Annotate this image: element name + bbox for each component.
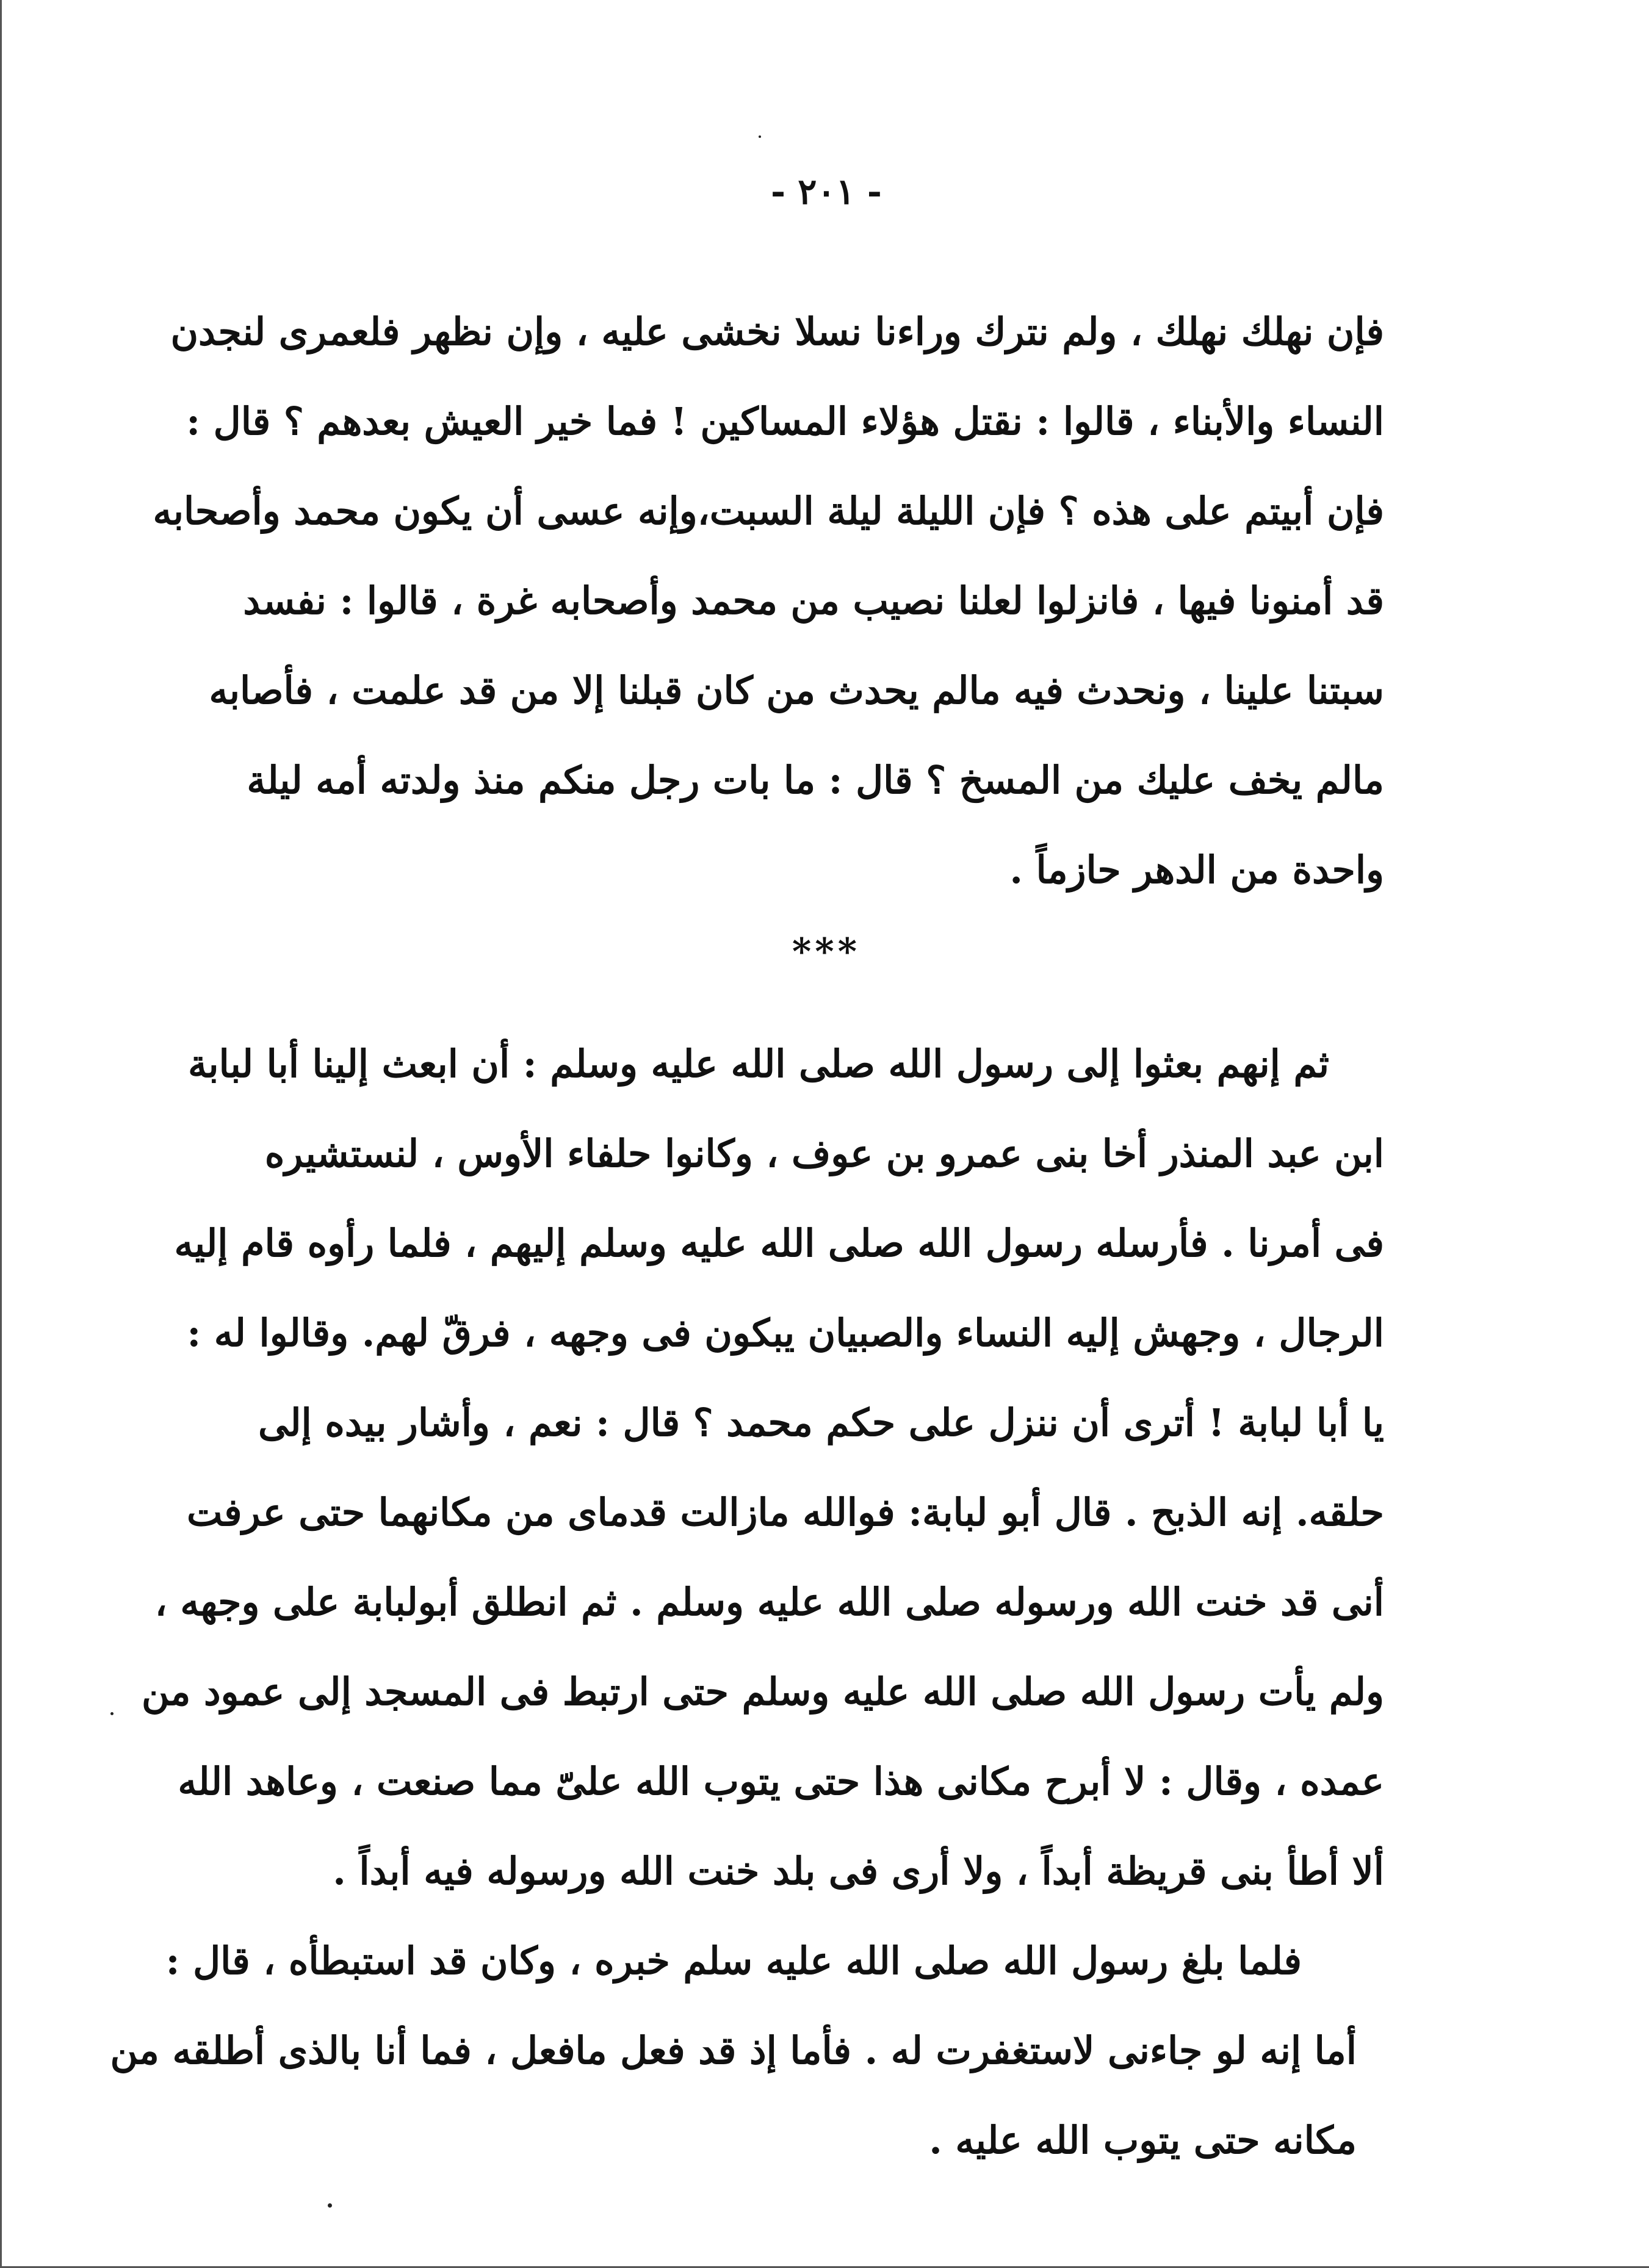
scan-speck: [759, 135, 761, 138]
scan-speck: [110, 1712, 114, 1715]
text-line: سبتنا علينا ، ونحدث فيه مالم يحدث من كان قبلنا إلا من قد علمت ، فأصابه: [209, 668, 1384, 713]
text-line: النساء والأبناء ، قالوا : نقتل هؤلاء المساكين ! فما خير العيش بعدهم ؟ قال :: [186, 399, 1384, 444]
text-line: حلقه. إنه الذبح . قال أبو لبابة: فوالله مازالت قدماى من مكانهما حتى عرفت: [187, 1490, 1384, 1535]
text-line: فإن نهلك نهلك ، ولم نترك وراءنا نسلا نخشى عليه ، وإن نظهر فلعمرى لنجدن: [170, 309, 1384, 354]
text-line: ابن عبد المنذر أخا بنى عمرو بن عوف ، وكانوا حلفاء الأوس ، لنستشيره: [264, 1131, 1384, 1176]
text-line: فإن أبيتم على هذه ؟ فإن الليلة ليلة السبت،وإنه عسى أن يكون محمد وأصحابه: [153, 489, 1384, 533]
text-line: يا أبا لبابة ! أترى أن ننزل على حكم محمد ؟ قال : نعم ، وأشار بيده إلى: [258, 1400, 1384, 1445]
text-line: عمده ، وقال : لا أبرح مكانى هذا حتى يتوب الله علىّ مما صنعت ، وعاهد الله: [178, 1759, 1384, 1804]
text-line: واحدة من الدهر حازماً .: [1009, 848, 1384, 892]
text-line: فلما بلغ رسول الله صلى الله عليه سلم خبره ، وكان قد استبطأه ، قال :: [165, 1939, 1302, 1983]
paragraph-3: [110, 1916, 1357, 2185]
scan-speck: [328, 2203, 332, 2208]
text-line: ولم يأت رسول الله صلى الله عليه وسلم حتى ارتبط فى المسجد إلى عمود من: [141, 1669, 1384, 1714]
text-line: أنى قد خنت الله ورسوله صلى الله عليه وسلم . ثم انطلق أبولبابة على وجهه ،: [154, 1580, 1384, 1624]
text-line: مالم يخف عليك من المسخ ؟ قال : ما بات رجل منكم منذ ولدته أمه ليلة: [247, 758, 1384, 802]
text-line: الرجال ، وجهش إليه النساء والصبيان يبكون فى وجهه ، فرقّ لهم. وقالوا له :: [187, 1311, 1384, 1355]
section-separator: ***: [792, 931, 861, 973]
text-line: ثم إنهم بعثوا إلى رسول الله صلى الله عليه وسلم : أن ابعث إلينا أبا لبابة: [188, 1042, 1329, 1086]
text-line: قد أمنونا فيها ، فانزلوا لعلنا نصيب من محمد وأصحابه غرة ، قالوا : نفسد: [243, 578, 1384, 623]
text-line: ألا أطأ بنى قريظة أبداً ، ولا أرى فى بلد خنت الله ورسوله فيه أبداً .: [333, 1849, 1384, 1893]
text-line: فى أمرنا . فأرسله رسول الله صلى الله عليه وسلم إليهم ، فلما رأوه قام إليه: [174, 1221, 1384, 1265]
paragraph-1: [153, 287, 1384, 915]
text-line: مكانه حتى يتوب الله عليه .: [929, 2118, 1357, 2162]
text-line: أما إنه لو جاءنى لاستغفرت له . فأما إذ قد فعل مافعل ، فما أنا بالذى أطلقه من: [110, 2028, 1357, 2073]
paragraph-2: [141, 1019, 1384, 1916]
page-number: - ٢٠١ -: [771, 171, 882, 212]
